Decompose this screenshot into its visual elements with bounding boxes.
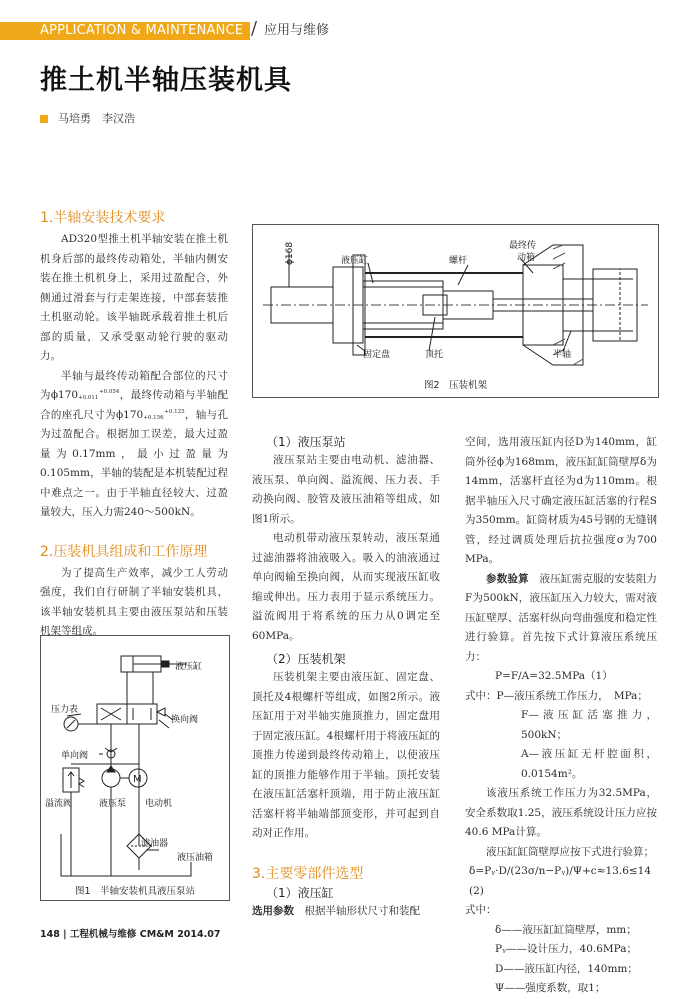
label-relief-valve: 溢流阀 — [45, 799, 73, 809]
section-label-en: APPLICATION & MAINTENANCE — [40, 23, 244, 38]
label-rod: 螺杆 — [449, 256, 468, 266]
check-text: 液压缸需克服的安装阻力F为500kN，液压缸压入力较大，需对液压缸壁厚、活塞杆纵向弯曲强度和稳定性进行验算。首先按下式计算液压系统压力： — [465, 572, 658, 663]
section-1-para-1: AD320型推土机半轴安装在推土机机身后部的最终传动箱处，半轴内侧安装在推土机机身上，采用过盈配合，外侧通过滑套与行走架连接，中部套装推土机驱动轮。该半轴既承载着推土机后部的质量，又承受驱动轮行驶的驱动力。 — [40, 233, 228, 362]
column-3 — [465, 433, 662, 999]
label-motor: 电动机 — [145, 799, 173, 809]
article-title: 推土机半轴压装机具 — [40, 65, 292, 96]
pump-station-para-2: 电动机带动液压泵转动，液压泵通过滤油器将油液吸入。吸入的油液通过单向阀输至换向阀，从而实现液压缸收缩或伸出。压力表用于显示系统压力。溢流阀用于将系统的压力从0调定至60MPa。 — [252, 532, 440, 642]
selection-params-para — [252, 902, 440, 922]
column-2 — [252, 433, 440, 921]
author-names: 马培勇 李汉浩 — [58, 112, 135, 125]
press-frame-drawing — [253, 225, 658, 397]
label-cylinder: 液压缸 — [341, 256, 369, 266]
label-valve: 换向阀 — [171, 715, 199, 725]
col3-para-3: 该液压系统工作压力为32.5MPa，安全系数取1.25，液压系统设计压力应按40.6 MPa计算。 — [465, 787, 657, 838]
def-4: Ψ——强度系数，取1； — [495, 982, 606, 994]
label-final-drive-a: 最终传 — [509, 241, 537, 251]
press-frame-heading: （2）压装机架 — [266, 652, 346, 666]
tol-lower: +0.156 — [143, 414, 164, 421]
where-3: A—液压缸无杆腔面积，0.0154m²。 — [521, 748, 657, 780]
para-text: ，轴与孔为过盈配合。根据加工误差，最大过盈量为0.17mm，最小过盈量为0.105mm，半轴的装配是本机装配过程中难点之一。由于半轴直径较大、过盈量较大，压入力需240～500kN。 — [40, 408, 229, 518]
figure-2-caption: 图2 压装机架 — [423, 380, 488, 391]
section-1-heading: 1.半轴安装技术要求 — [40, 210, 166, 226]
header-slash: / — [251, 18, 258, 39]
tol-lower: +0.011 — [78, 395, 99, 401]
label-jack: 顶托 — [425, 350, 444, 360]
page-footer: 148 | 工程机械与维修 CM&M 2014.07 — [40, 929, 221, 940]
section-2-heading: 2.压装机具组成和工作原理 — [40, 543, 208, 560]
pump-station-para-1: 液压泵站主要由电动机、滤油器、液压泵、单向阀、溢流阀、压力表、手动换向阀、胶管及液压油箱等组成，如图1所示。 — [252, 454, 440, 525]
check-label: 参数验算 — [486, 572, 529, 585]
def-2: Pᵧ——设计压力，40.6MPa； — [495, 943, 638, 955]
author-marker — [40, 115, 48, 123]
selection-params-label: 选用参数 — [252, 904, 294, 917]
press-frame-para: 压装机架主要由液压缸、固定盘、顶托及4根螺杆等组成，如图2所示。液压缸用于对半轴实施顶推力，固定盘用于固定液压缸。4根螺杆用于将液压缸的顶推力传递到最终传动箱上，以使液压缸的顶推力能够作用于半轴。顶托安装在液压缸活塞杆顶端，用于防止液压缸活塞杆将半轴端部顶变形，并可起到自动对正作用。 — [252, 671, 440, 839]
tolerance-2 — [143, 409, 184, 421]
equation-1: P=F/A=32.5MPa（1） — [495, 670, 613, 682]
col3-para-1: 空间，选用液压缸内径D为140mm，缸筒外径ϕ为168mm，液压缸缸筒壁厚δ为14mm，活塞杆直径为d为110mm。根据半轴压入尺寸确定液压缸活塞的行程S为350mm。缸筒材质为45号钢的无缝钢管，经过调质处理后抗拉强度σ为700 MPa。 — [465, 436, 657, 565]
pump-station-heading: （1）液压泵站 — [266, 435, 346, 449]
def-3: D——液压缸内径，140mm； — [495, 962, 638, 975]
label-filter: 滤油器 — [141, 839, 169, 849]
label-check-valve: 单向阀 — [61, 751, 89, 761]
figure-1 — [40, 635, 230, 901]
tol-upper: +0.125 — [164, 408, 185, 415]
para-text: 半轴与最终传动箱配合部位的尺寸为ϕ170 — [40, 369, 228, 401]
def-1: δ——液压缸缸筒壁厚，mm； — [495, 923, 637, 936]
where-4: 式中： — [465, 904, 497, 916]
where-1: 式中：P—液压系统工作压力， MPa； — [465, 689, 648, 702]
column-1 — [40, 208, 228, 642]
figure-1-caption: 图1 半轴安装机具液压泵站 — [74, 886, 196, 897]
para-text: ，最终传动箱与半轴配合的座孔尺寸为ϕ170 — [40, 389, 229, 421]
label-fixed-plate: 固定盘 — [363, 350, 391, 360]
label-pump: 液压泵 — [99, 799, 127, 809]
tol-upper: +0.054 — [99, 389, 120, 395]
section-label-cn: 应用与维修 — [264, 23, 330, 38]
figure-2 — [252, 224, 659, 398]
svg-text:M: M — [133, 774, 142, 785]
label-diameter: ϕ168 — [285, 241, 295, 265]
section-1-para-2 — [40, 367, 228, 523]
authors — [40, 110, 135, 126]
col3-para-2 — [465, 570, 657, 668]
label-final-drive-b: 动箱 — [517, 253, 536, 263]
where-2: F—液压缸活塞推力，500kN； — [521, 709, 657, 741]
section-2-para-1: 为了提高生产效率，减少工人劳动强度，我们自行研制了半轴安装机具，该半轴安装机具主要由液压泵站和压装机架等组成。 — [40, 566, 228, 637]
tolerance-1 — [78, 389, 119, 401]
selection-params-text: 根据半轴形状尺寸和装配 — [304, 904, 420, 917]
label-shaft: 半轴 — [553, 350, 572, 360]
col3-para-4: 液压缸缸筒壁厚应按下式进行验算； — [486, 845, 654, 858]
section-3-heading: 3.主要零部件选型 — [252, 865, 364, 882]
label-tank: 液压油箱 — [177, 853, 214, 863]
equation-2: δ=Pᵧ·D/(23σ/n−Pᵧ)/Ψ+c≈13.6≤14 (2) — [469, 865, 662, 897]
valve-symbol — [97, 704, 127, 724]
label-gauge: 压力表 — [51, 705, 79, 715]
label-cylinder: 液压缸 — [175, 662, 203, 672]
cylinder-heading: （1）液压缸 — [266, 885, 334, 900]
